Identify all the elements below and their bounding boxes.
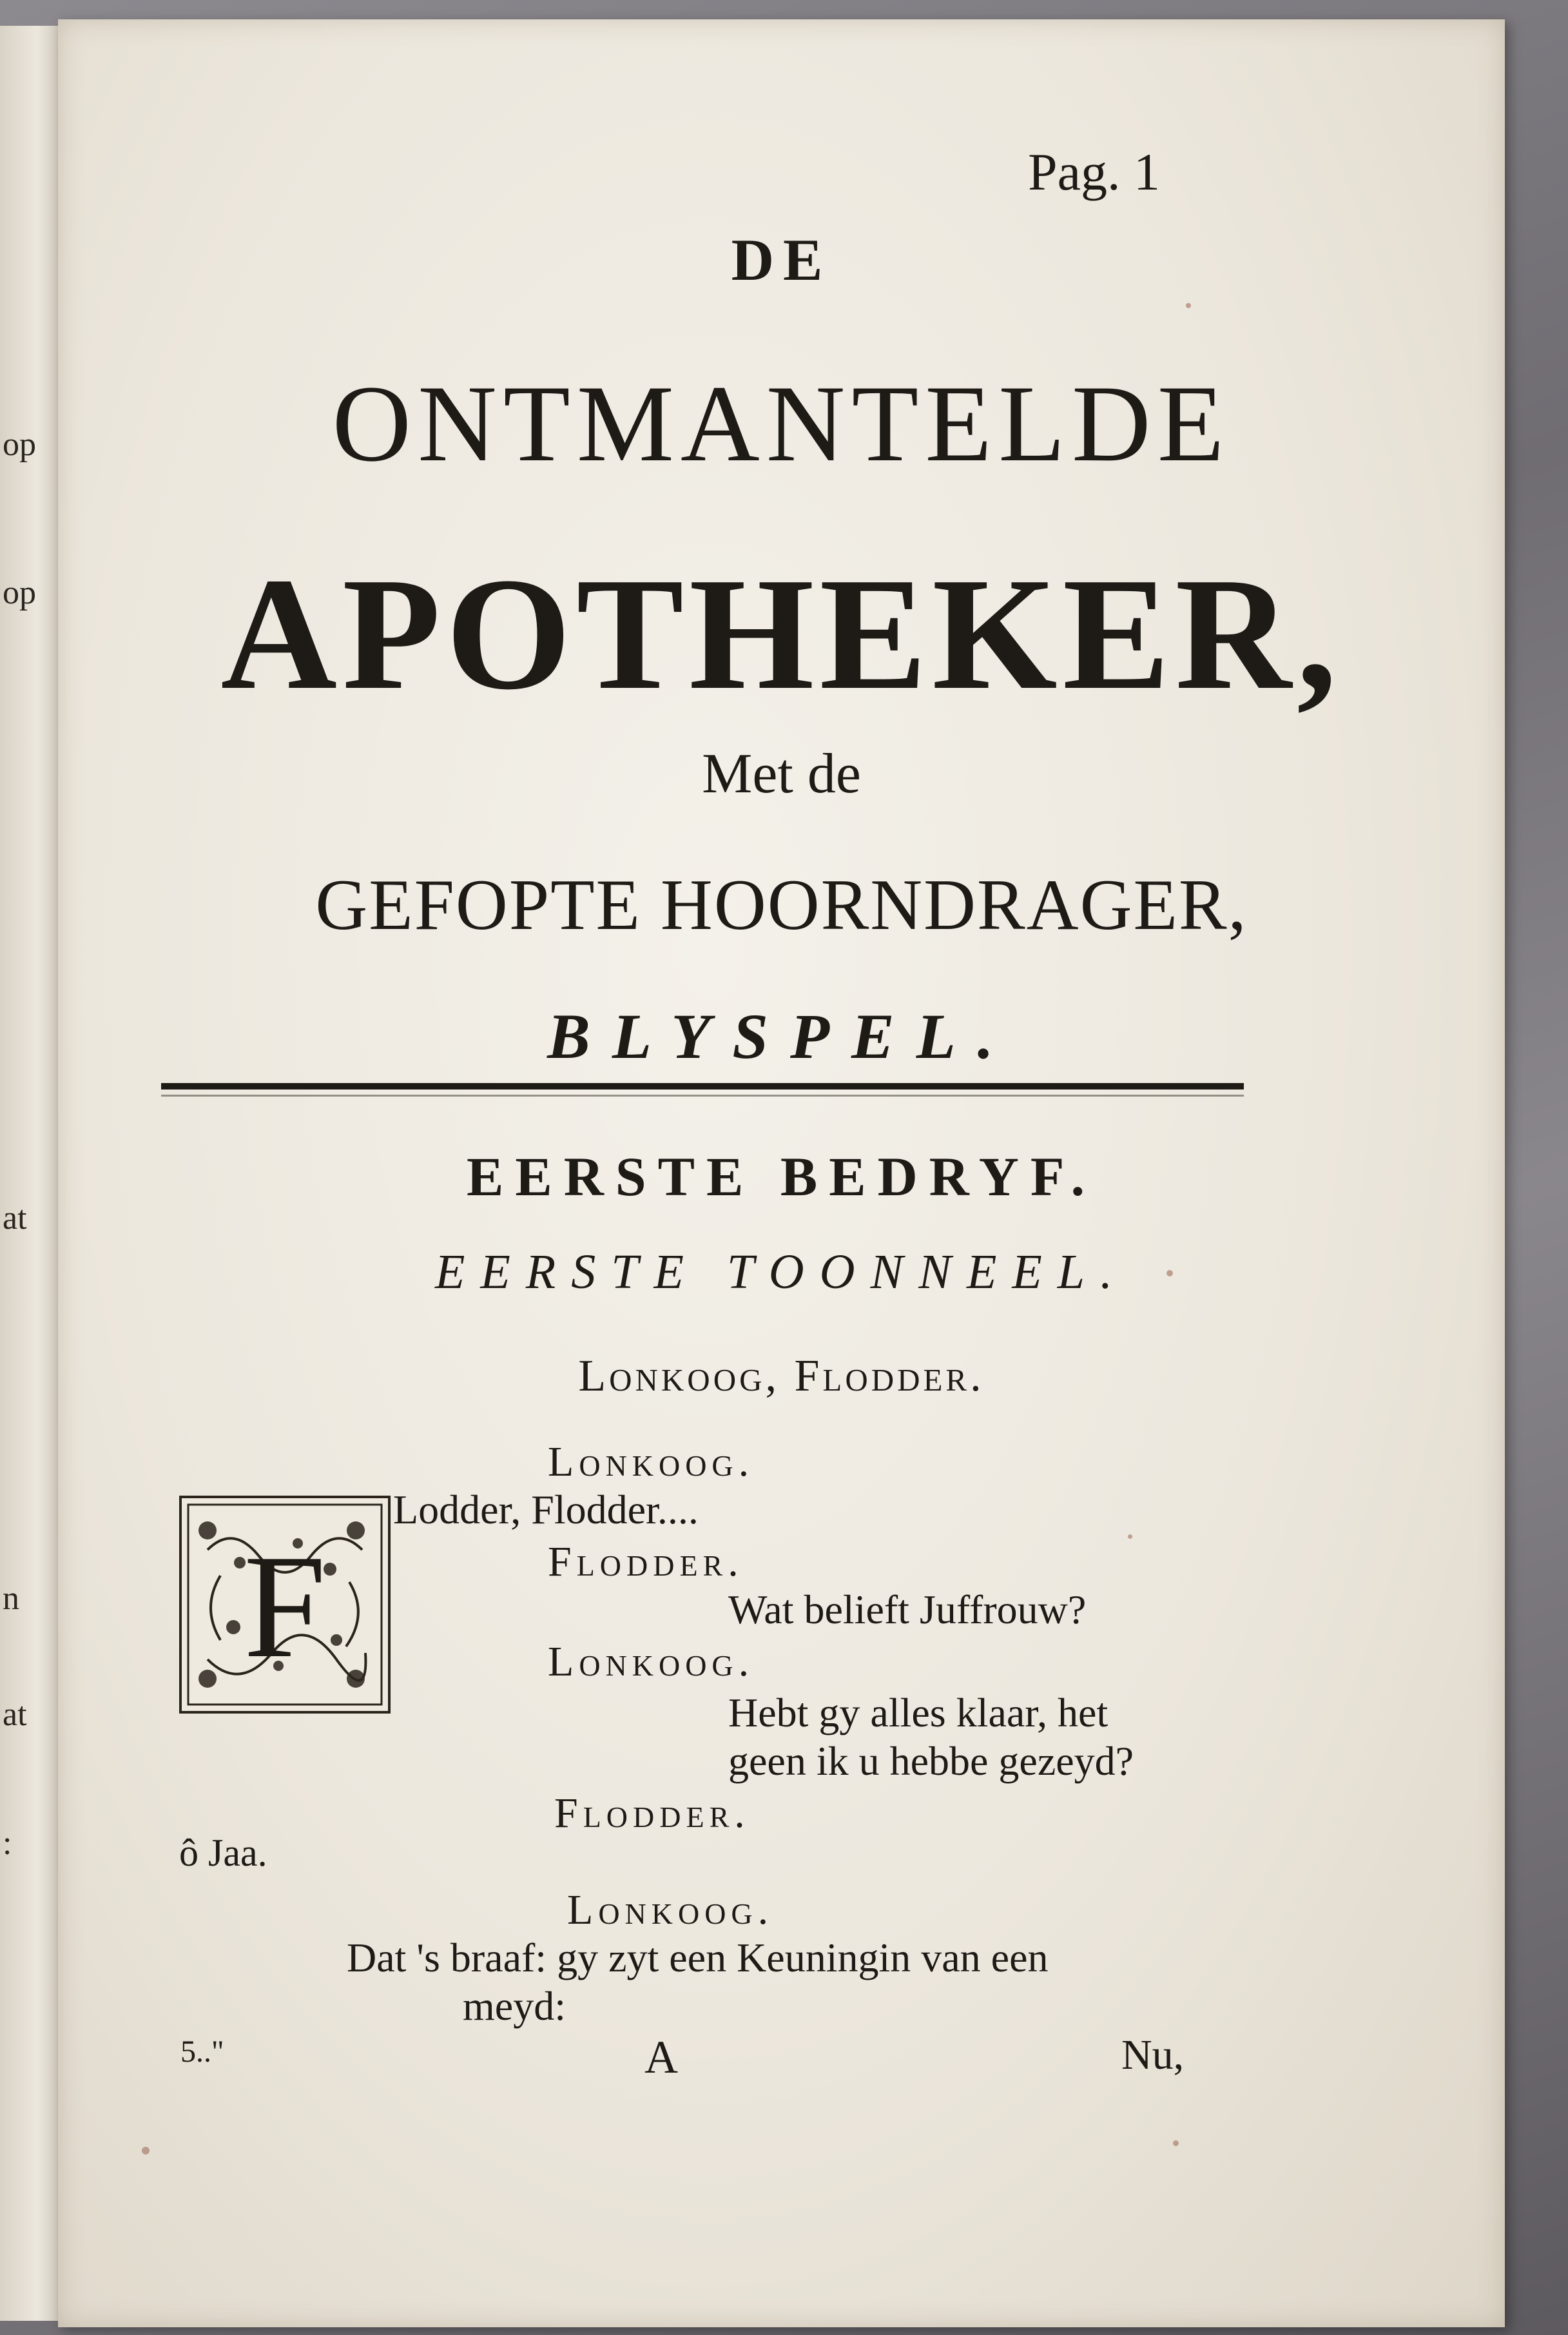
- title-line-blyspel: BLYSPEL.: [547, 1001, 1016, 1072]
- speaker-name: Flodder.: [548, 1538, 744, 1585]
- speaker-name: Lonkoog.: [548, 1438, 755, 1485]
- dropcap-letter: F: [244, 1524, 326, 1688]
- title-line-met-de: Met de: [702, 743, 861, 805]
- dialogue-line: Dat 's braaf: gy zyt een Keuningin van een: [347, 1935, 1049, 1980]
- speaker-name: Flodder.: [554, 1790, 750, 1837]
- left-margin-word: n: [3, 1580, 19, 1617]
- title-line-apotheker: APOTHEKER,: [220, 545, 1342, 723]
- speaker-name: Lonkoog.: [567, 1886, 774, 1933]
- title-rule-shadow: [161, 1095, 1244, 1097]
- title-line-de: DE: [731, 227, 832, 293]
- persons-line: Lonkoog, Flodder.: [578, 1351, 985, 1401]
- left-margin-word: op: [3, 426, 36, 463]
- dialogue-line: Lodder, Flodder....: [393, 1487, 699, 1532]
- title-line-hoorndrager: GEFOPTE HOORNDRAGER,: [315, 865, 1248, 945]
- left-margin-word: op: [3, 574, 36, 611]
- left-margin-word: :: [3, 1825, 12, 1862]
- dialogue-line: meyd:: [463, 1983, 566, 2029]
- dialogue-line: Wat belieft Juffrouw?: [728, 1587, 1087, 1632]
- decorative-initial-f: [179, 1496, 391, 1714]
- book-page: [58, 19, 1505, 2327]
- scene-heading: EERSTE TOONNEEL.: [434, 1245, 1128, 1299]
- signature-mark: A: [644, 2031, 678, 2083]
- title-line-ontmantelde: ONTMANTELDE: [332, 363, 1231, 484]
- dialogue-line: geen ik u hebbe gezeyd?: [728, 1738, 1134, 1784]
- page-number: Pag. 1: [1028, 142, 1160, 201]
- dropcap-ornament-icon: [182, 1498, 388, 1711]
- footer-mark: 5..": [180, 2035, 224, 2069]
- left-margin-word: at: [3, 1200, 27, 1236]
- act-heading: EERSTE BEDRYF.: [466, 1146, 1097, 1207]
- dialogue-line: Hebt gy alles klaar, het: [728, 1690, 1108, 1735]
- left-margin-word: at: [3, 1696, 27, 1733]
- left-page-edge: [0, 26, 63, 2321]
- title-rule: [161, 1083, 1244, 1089]
- speaker-name: Lonkoog.: [548, 1638, 755, 1685]
- catchword: Nu,: [1121, 2031, 1185, 2078]
- dialogue-line: ô Jaa.: [179, 1832, 267, 1874]
